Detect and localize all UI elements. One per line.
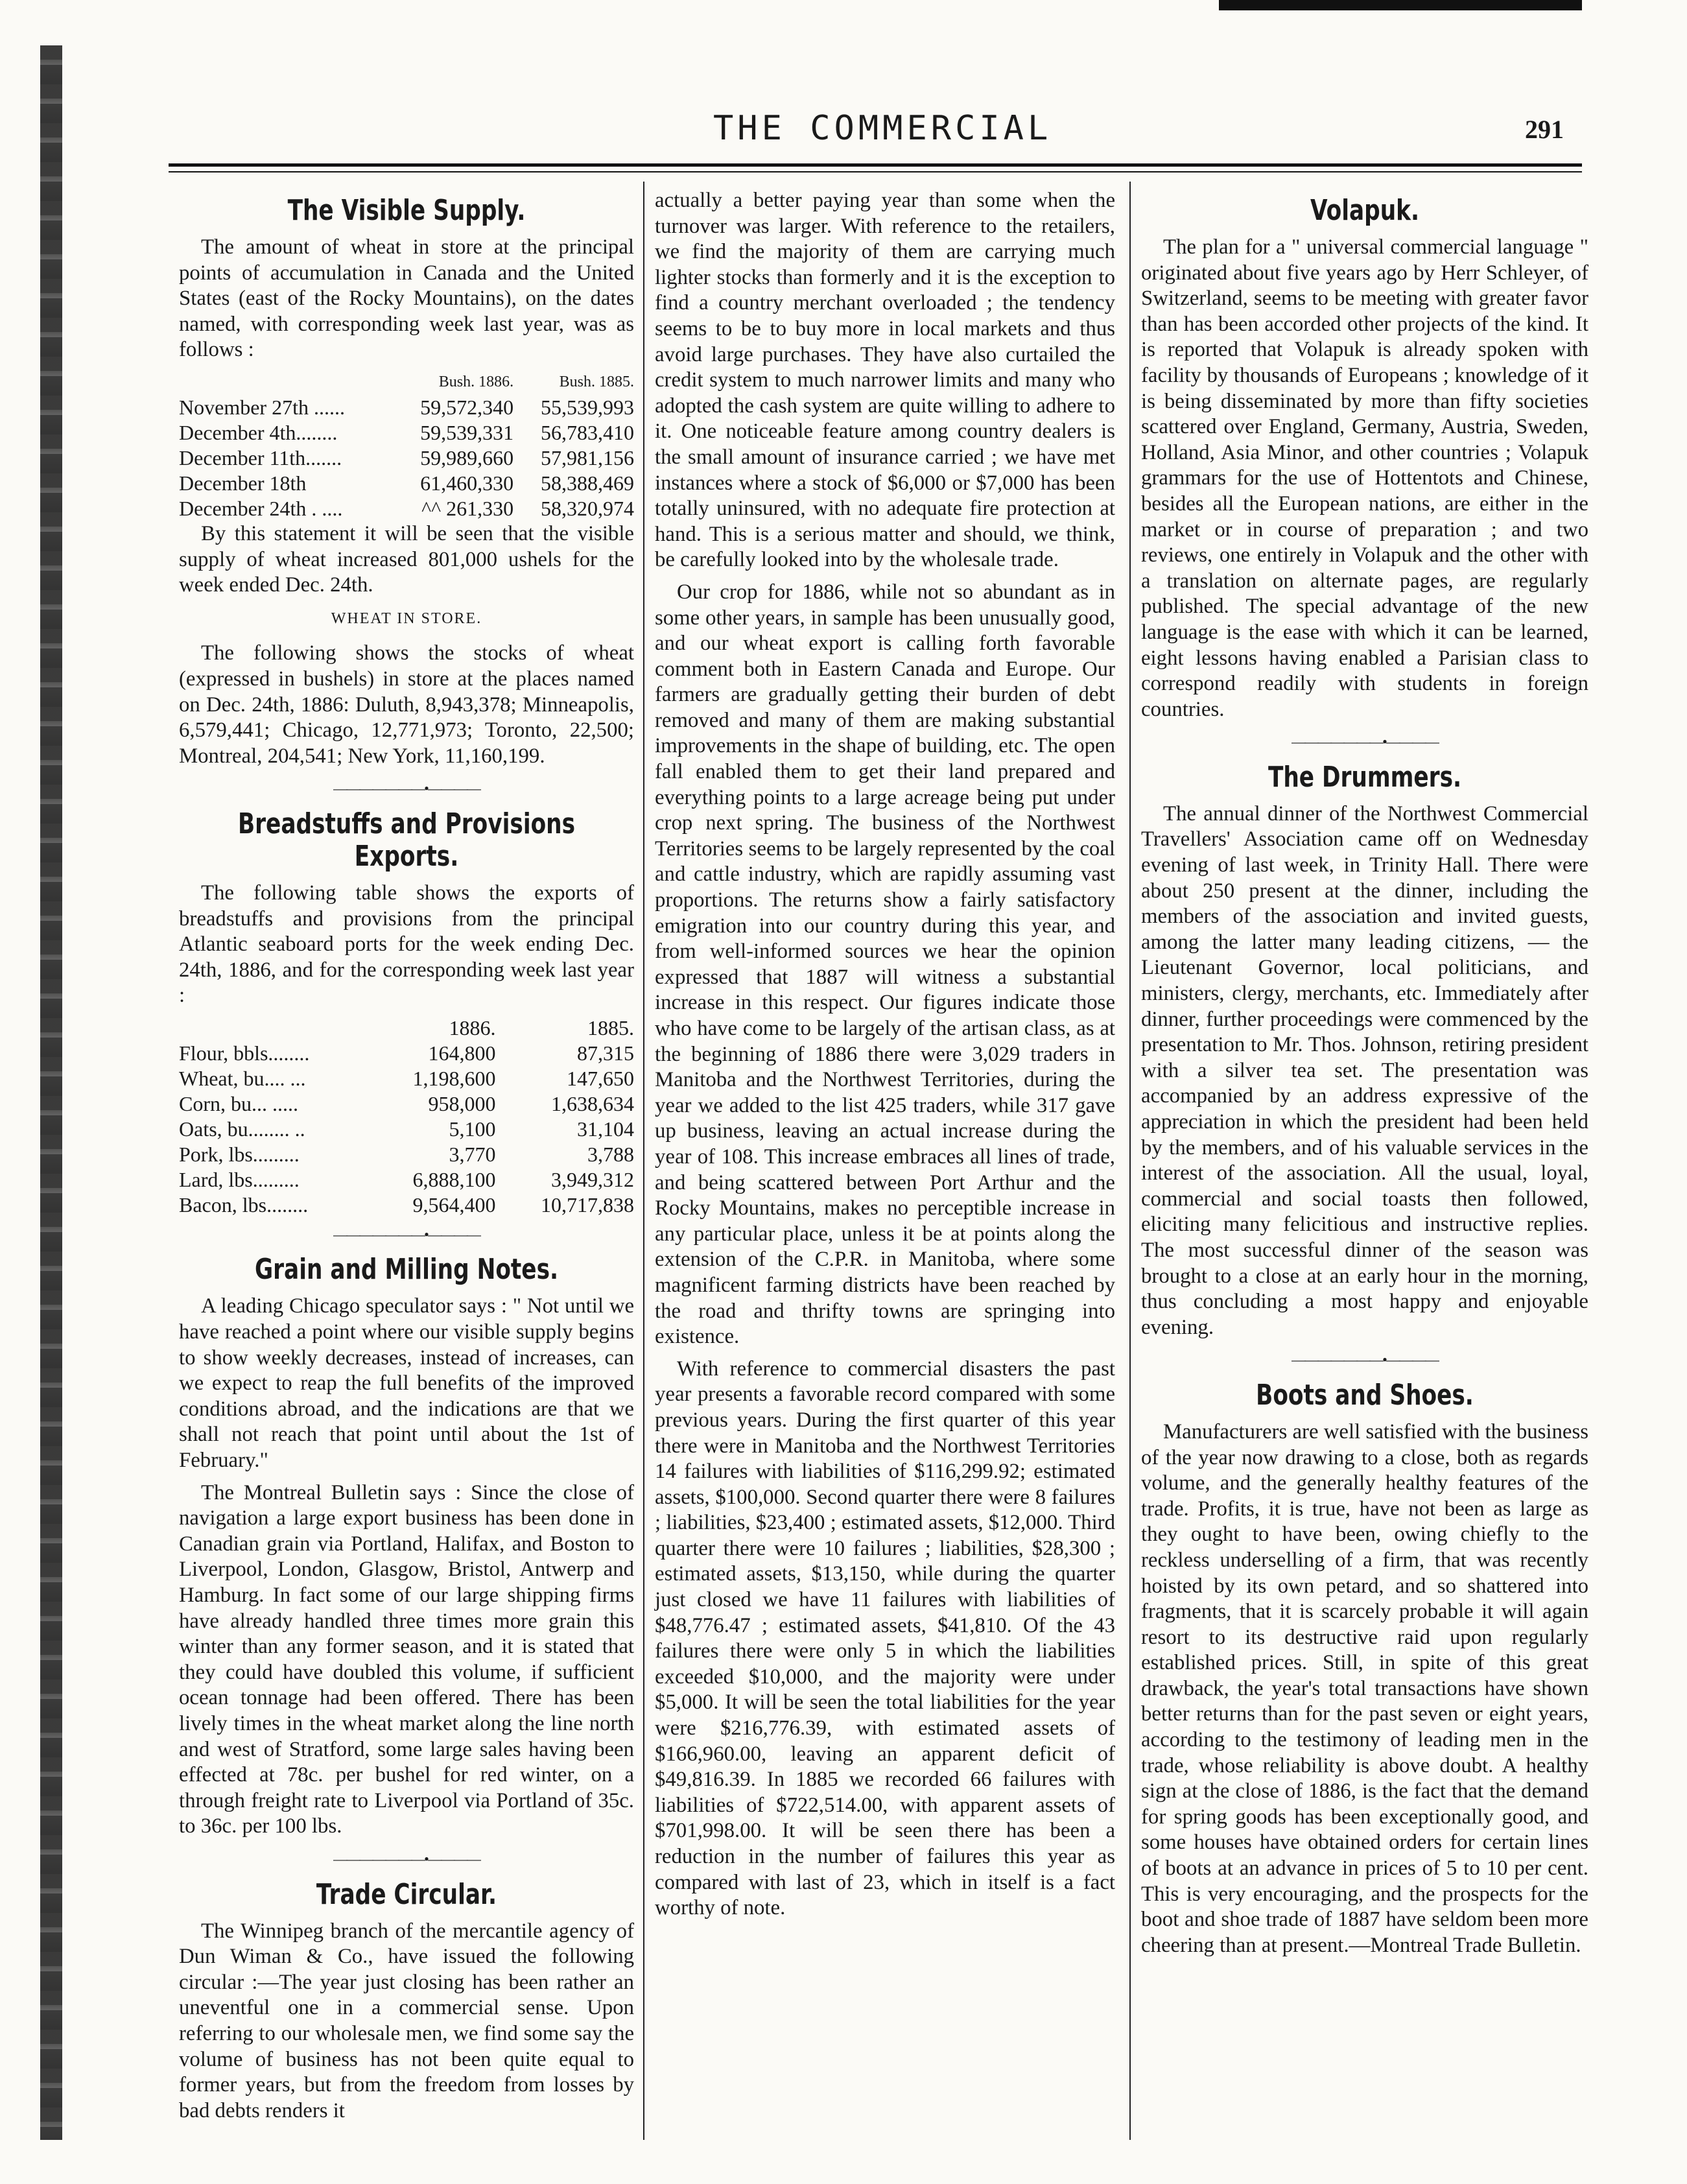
row-value: 56,783,410 <box>541 420 634 444</box>
column-divider-2 <box>1129 182 1131 2140</box>
row-value: 59,539,331 <box>420 420 514 444</box>
table-row <box>179 1041 634 1066</box>
trade-circular-heading: Trade Circular. <box>316 1877 497 1911</box>
row-label: Bacon, lbs........ <box>179 1193 309 1217</box>
row-value: 3,770 <box>449 1142 496 1166</box>
row-value: 9,564,400 <box>412 1193 496 1217</box>
row-value: 58,388,469 <box>541 471 634 495</box>
row-label: December 24th . .... <box>179 496 343 520</box>
page-number: 291 <box>1525 115 1564 144</box>
table-row <box>179 445 634 471</box>
row-value: 10,717,838 <box>541 1193 634 1217</box>
header-rule-thin <box>169 171 1582 172</box>
table-row <box>179 395 634 420</box>
wheat-in-store-subhead: WHEAT IN STORE. <box>331 610 482 627</box>
exports-table <box>179 1015 634 1218</box>
header-rule <box>169 163 1582 167</box>
row-value: 6,888,100 <box>412 1167 496 1191</box>
table-row <box>179 471 634 496</box>
row-label: Flour, bbls........ <box>179 1041 310 1065</box>
wheat-in-store-text: The following shows the stocks of wheat (expressed in bushels) in store at the places named on Dec. 24th, 1886: Duluth, 8,943,378; Minneapolis, 6,579,441; Chicago, 12,771,973; Toronto, 22,500; Montreal, 204,541; New York, 11,160,199. <box>179 641 634 768</box>
row-label: December 4th........ <box>179 420 338 444</box>
table-row <box>179 1167 634 1193</box>
row-label: December 11th....... <box>179 445 342 469</box>
row-label: Corn, bu... ..... <box>179 1091 298 1115</box>
scan-top-bar <box>1219 0 1582 10</box>
drummers-text: The annual dinner of the Northwest Commercial Travellers' Association came off on Wednesday evening of last week, in Trinity Hall. There were about 250 present at the dinner, including the members of the association and invited guests, among the latter many leading citizens, — the Lieutenant Governor, local politicians, and ministers, clergy, merchants, etc. Immediately after dinner, further proceedings were commenced by the presentation to Mr. Thos. Johnson, retiring president with a silver tea set. The presentation was accompanied by an address expressive of the appreciation in which the president had been held by the members, and of his valuable services in the interest of the association. All the usual, loyal, commercial and social toasts then followed, eliciting many felicitious and instructive replies. The most successful dinner of the season was brought to a close at an early hour in the morning, thus concluding a most happy and enjoyable evening. <box>1141 801 1588 1339</box>
row-label: November 27th ...... <box>179 395 345 419</box>
table-row <box>179 496 634 521</box>
row-label: Pork, lbs......... <box>179 1142 300 1166</box>
table-row <box>179 420 634 445</box>
row-value: 3,788 <box>587 1142 634 1166</box>
visible-supply-table <box>179 370 634 521</box>
table-header-row <box>179 1015 634 1041</box>
volapuk-text: The plan for a " universal commercial language " originated about five years ago by Herr Schleyer, of Switzerland, seems to be meeting with greater favor than has been accorded other projects of the kind. It is reported that Volapuk is already spoken with facility by thousands of Europeans ; knowledge of it is being disseminated by more than fifty societies scattered over England, Germany, Austria, Sweden, Holland, Asia Minor, and other countries ; Volapuk grammars for the use of Hottentots and Chinese, besides all the European nations, are either in the market or in course of preparation ; and two reviews, one entirely in Volapuk and the other with a translation on alternate pages, are regularly published. The special advantage of the new language is the ease with which it can be learned, eight lessons having enabled a Parisian class to correspond readily with students in foreign countries. <box>1141 235 1588 721</box>
table-row <box>179 1142 634 1167</box>
column-1 <box>179 188 634 2130</box>
column-header: 1885. <box>587 1015 634 1039</box>
exports-heading: Breadstuffs and Provisions Exports. <box>237 807 576 873</box>
column-2 <box>655 188 1115 1928</box>
trade-circular-continued-p2: Our crop for 1886, while not so abundant as in some other years, in sample has been unusually good, and our wheat export is calling forth favorable comment both in Eastern Canada and Europe. Our farmers are gradually getting their burden of debt removed and many of them are making substantial improvements in the shape of building, etc. The open fall enabled them to get their land prepared and everything points to a large acreage being put under crop next spring. The business of the Northwest Territories seems to be largely represented by the coal and cattle industry, which are rapidly assuming vast proportions. The returns show a fairly satisfactory emigration into our country during this year, and from well-informed sources we hear the opinion expressed that 1887 will witness a substantial increase in this respect. Our figures indicate those who have come to be largely of the artisan class, as at the beginning of 1886 there were 3,029 traders in Manitoba and the Northwest Territories, during the year we added to the list 425 traders, while 317 gave up business, leaving an actual increase during the year of 108. This increase embraces all lines of trade, and being scattered between Port Arthur and the Rocky Mountains, makes no perceptible increase in any particular place, unless it be at points along the extension of the C.P.R. in Manitoba, where some magnificent farming districts have been reached by the road and thrifty towns are springing into existence. <box>655 580 1115 1349</box>
masthead-title: THE COMMERCIAL <box>713 109 1052 148</box>
column-header: 1886. <box>449 1015 496 1039</box>
section-separator: ———————•———— <box>333 1850 480 1867</box>
section-separator: ———————•———— <box>333 780 480 797</box>
row-value: 57,981,156 <box>541 445 634 469</box>
row-value: 59,572,340 <box>420 395 514 419</box>
section-separator: ———————•———— <box>1292 1351 1438 1368</box>
table-row <box>179 1117 634 1142</box>
row-label: December 18th <box>179 471 307 495</box>
row-value: 55,539,993 <box>541 395 634 419</box>
section-separator: ———————•———— <box>333 1226 480 1242</box>
grain-milling-p1: A leading Chicago speculator says : " Not until we have reached a point where our visible supply begins to show weekly decreases, instead of increases, can we expect to reap the full benefits of the improved conditions abroad, and the indications are that we shall not reach that point until about the 1st of February." <box>179 1294 634 1473</box>
boots-shoes-text: Manufacturers are well satisfied with the business of the year now drawing to a close, both as regards volume, and the generally healthy features of the trade. Profits, it is true, have not been as large as they ought to have been, owing chiefly to the reckless underselling of a firm, that was recently hoisted by its own petard, and so shattered into fragments, that it is scarcely probable it will again resort to its destructive raid upon regularly established prices. Still, in spite of this great drawback, the year's total transactions have shown better returns than for the past seven or eight years, according to the testimony of leading men in the trade, whose reliability is above doubt. A healthy sign at the close of 1886, is the fact that the demand for spring goods has been exceptionally good, and some houses have obtained orders for certain lines of boots at an advance in prices of 5 to 10 per cent. This is very encouraging, and the prospects for the boot and shoe trade of 1887 have seldom been more cheering than at present.—Montreal Trade Bulletin. <box>1141 1419 1588 1957</box>
table-row <box>179 1091 634 1117</box>
row-value: 3,949,312 <box>551 1167 634 1191</box>
row-value: 164,800 <box>428 1041 496 1065</box>
visible-supply-intro: The amount of wheat in store at the principal points of accumulation in Canada and the United States (east of the Rocky Mountains), on the dates named, with corresponding week last year, was as follows : <box>179 235 634 362</box>
trade-circular-continued-p3: With reference to commercial disasters the past year presents a favorable record compared with some previous years. During the first quarter of this year there were in Manitoba and the Northwest Territories 14 failures with liabilities of $116,299.92; estimated assets, $100,000. Second quarter there were 8 failures ; liabilities, $23,400 ; estimated assets, $12,000. Third quarter there were 10 failures ; liabilities, $28,300 ; estimated assets, $13,150, while during the quarter just closed we have 11 failures with liabilities of $48,776.47 ; estimated assets, $41,810. Of the 43 failures there were only 5 in which the liabilities exceeded $10,000, and the majority were under $5,000. It will be seen the total liabilities for the year were $216,776.39, with estimated assets of $166,960.00, leaving an apparent deficit of $49,816.39. In 1885 we recorded 66 failures with liabilities of $722,514.00, with apparent assets of $701,998.00. It will be seen there has been a reduction in the number of failures this year as compared with last of 23, which in itself is a fact worthy of note. <box>655 1357 1115 1920</box>
trade-circular-continued-p1: actually a better paying year than some when the turnover was larger. With reference to the retailers, we find the majority of them are carrying much lighter stocks than formerly and it is the exception to find a country merchant overloaded ; the tendency seems to be to buy more in local markets and thus avoid large purchases. They have also curtailed the credit system to much narrower limits and many who adopted the cash system are quite willing to adhere to it. One noticeable feature among country dealers is the small amount of insurance carried ; we have met instances where a stock of $6,000 or $7,000 has been totally uninsured, with no adequate fire protection at hand. This is a serious matter and should, we think, be carefully looked into by the wholesale trade. <box>655 189 1115 572</box>
row-value: 1,638,634 <box>551 1091 634 1115</box>
row-value: 958,000 <box>428 1091 496 1115</box>
grain-milling-p2: The Montreal Bulletin says : Since the close of navigation a large export business has been done in Canadian grain via Portland, Halifax, and Boston to Liverpool, London, Glasgow, Bristol, Antwerp and Hamburg. In fact some of our large shipping firms have already handled three times more grain this winter than any former season, and it is stated that they could have doubled this volume, if sufficient ocean tonnage had been offered. There has been lively times in the wheat market along the line north and west of Stratford, some large sales having been effected at 78c. per bushel for red winter, on a through freight rate to Liverpool via Portland of 35c. to 36c. per 100 lbs. <box>179 1480 634 1838</box>
row-value: ^^ 261,330 <box>421 496 514 520</box>
column-header: Bush. 1886. <box>438 373 514 390</box>
row-label: Oats, bu........ .. <box>179 1117 305 1141</box>
visible-supply-summary: By this statement it will be seen that the visible supply of wheat increased 801,000 ushels for the week ended Dec. 24th. <box>179 521 634 597</box>
row-value: 1,198,600 <box>412 1066 496 1090</box>
row-value: 59,989,660 <box>420 445 514 469</box>
volapuk-heading: Volapuk. <box>1310 194 1420 227</box>
row-value: 5,100 <box>449 1117 496 1141</box>
section-separator: ———————•———— <box>1292 733 1438 750</box>
boots-shoes-heading: Boots and Shoes. <box>1256 1378 1474 1412</box>
grain-milling-heading: Grain and Milling Notes. <box>254 1253 559 1287</box>
exports-intro: The following table shows the exports of breadstuffs and provisions from the principal Atlantic seaboard ports for the week ending Dec. 24th, 1886, and for the corresponding week last year : <box>179 881 634 1008</box>
row-label: Lard, lbs......... <box>179 1167 300 1191</box>
row-value: 31,104 <box>577 1117 634 1141</box>
row-value: 147,650 <box>567 1066 634 1090</box>
row-value: 87,315 <box>577 1041 634 1065</box>
scan-binding-edge <box>40 45 62 2140</box>
table-header-row <box>179 370 634 395</box>
column-3 <box>1141 188 1588 1965</box>
trade-circular-p1: The Winnipeg branch of the mercantile agency of Dun Wiman & Co., have issued the following circular :—The year just closing has been rather an uneventful one in a commercial sense. Upon referring to our wholesale men, we find some say the volume of business has not been quite equal to former years, but from the freedom from losses by bad debts renders it <box>179 1919 634 2122</box>
visible-supply-heading: The Visible Supply. <box>287 194 526 227</box>
table-row <box>179 1193 634 1218</box>
column-divider-1 <box>643 182 644 2140</box>
column-header: Bush. 1885. <box>559 373 634 390</box>
row-value: 61,460,330 <box>420 471 514 495</box>
row-label: Wheat, bu.... ... <box>179 1066 306 1090</box>
table-row <box>179 1066 634 1091</box>
row-value: 58,320,974 <box>541 496 634 520</box>
drummers-heading: The Drummers. <box>1268 760 1462 794</box>
